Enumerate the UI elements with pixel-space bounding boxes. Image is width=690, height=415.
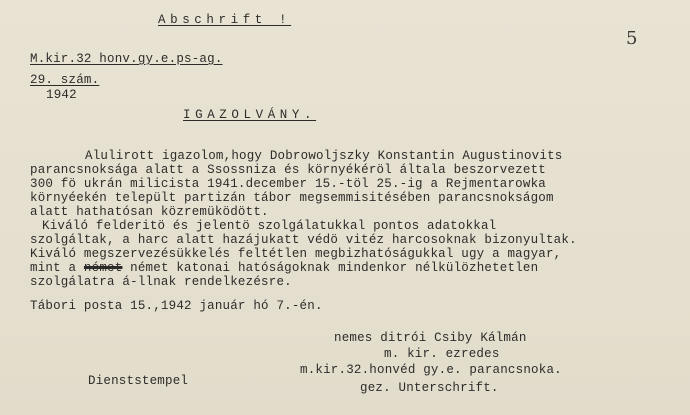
unit-designation: M.kir.32 honv.gy.e.ps-ag. (30, 52, 223, 66)
body-line: 300 fö ukrán milicista 1941.december 15.-töl 25.-ig a Rejmentarowka (30, 177, 546, 191)
body-line-mint (30, 261, 538, 275)
body-line: Kiváló megszervezésükkelés feltétlen megbizhatóságukkal ugy a magyar, (30, 247, 562, 261)
body-line: Kiváló felderitö és jelentö szolgálatukkal pontos adatokkal (42, 219, 497, 233)
document-year: 1942 (46, 88, 77, 102)
body-line: Alulirott igazolom,hogy Dobrowoljszky Konstantin Augustinovits (85, 149, 563, 163)
body-line: parancsnoksága alatt a Ssossniza és környékéröl általa beszorvezett (30, 163, 546, 177)
signer-unit: m.kir.32.honvéd gy.e. parancsnoka. (300, 363, 562, 377)
signer-name: nemes ditrói Csiby Kálmán (334, 331, 527, 345)
body-line: környéekén települt partizán tábor megsemmisitésében parancsnokságom (30, 191, 554, 205)
body-text: német katonai hatóságoknak mindenkor nélkülözhetetlen (122, 261, 539, 275)
document-title: IGAZOLVÁNY. (183, 108, 317, 122)
page-number: 5 (626, 28, 638, 49)
document-number: 29. szám. (30, 73, 100, 87)
date-line: Tábori posta 15.,1942 január hó 7.-én. (30, 299, 323, 313)
signed-note: gez. Unterschrift. (360, 381, 499, 395)
body-line: szolgáltak, a harc alatt hazájukatt védö vitéz harcosoknak bizonyultak. (30, 233, 577, 247)
struck-word: német (83, 261, 123, 275)
stamp-label: Dienststempel (88, 374, 189, 388)
body-text: mint a (30, 261, 84, 275)
copy-label: Abschrift ! (158, 13, 292, 27)
body-line: alatt hathatósan közremüködött. (30, 205, 269, 219)
body-line: szolgálatra á-llnak rendelkezésre. (30, 275, 292, 289)
signer-rank: m. kir. ezredes (384, 347, 500, 361)
